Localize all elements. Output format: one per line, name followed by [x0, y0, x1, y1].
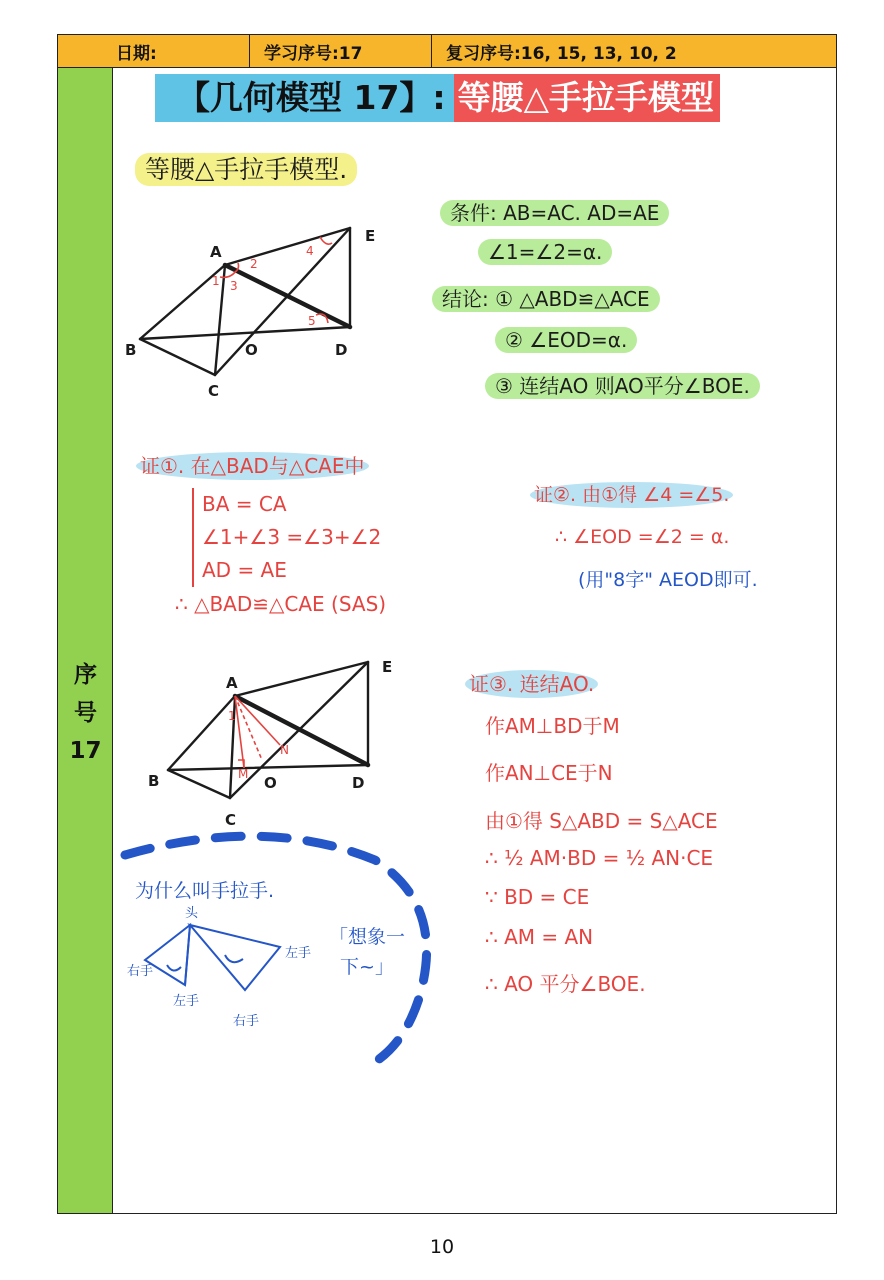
conclusion-line2	[495, 328, 637, 352]
figure1-point-label: B	[125, 341, 137, 359]
notes-heading	[135, 150, 357, 186]
figure1-angle-label: 4	[306, 244, 314, 258]
figure2-point-label: N	[280, 743, 289, 757]
study-number: 学习序号:17	[250, 35, 432, 67]
right-hand-label-1: 右手	[127, 964, 154, 979]
figure1-angle-label: 2	[250, 257, 258, 271]
figure1-diagram	[120, 215, 400, 405]
why-imagine: 「想象一下~」	[328, 926, 405, 978]
condition-line2-text: ∠1=∠2=α.	[478, 239, 612, 265]
figure1-angle-label: 3	[230, 279, 238, 293]
left-hand-label-2: 左手	[285, 946, 312, 961]
figure1-angle-label: 1	[212, 274, 220, 288]
proof1-line5: ∴ △BAD≌△CAE (SAS)	[175, 592, 387, 616]
figure2-point-label: B	[148, 772, 160, 790]
proof2-line3: (用"8字" AEOD即可.	[578, 569, 758, 591]
conclusion-line2-text: ② ∠EOD=α.	[495, 327, 637, 353]
condition-line2	[478, 240, 612, 264]
proof3-line1	[465, 668, 598, 697]
proof1-line3: ∠1+∠3 =∠3+∠2	[202, 525, 382, 549]
proof2-line1	[530, 480, 733, 507]
review-numbers: 复习序号:16, 15, 13, 10, 2	[446, 43, 677, 64]
sidebar-label-line: 序	[74, 662, 97, 688]
proof3-line6: ∵ BD = CE	[485, 885, 590, 909]
proof3-line3: 作AN⊥CE于N	[485, 761, 613, 785]
figure1-point-label: O	[245, 341, 258, 359]
title-part2: 等腰△手拉手模型	[454, 74, 720, 122]
proof3-line7: ∴ AM = AN	[485, 925, 594, 949]
sidebar-label-line: 17	[69, 738, 102, 764]
proof1-brace	[192, 488, 381, 587]
conclusion-line3	[485, 370, 760, 399]
sidebar-strip	[58, 68, 113, 1213]
title-part1: 【几何模型 17】:	[155, 74, 454, 122]
figure1-point-label: A	[210, 243, 222, 261]
head-label: 头	[185, 906, 199, 921]
proof3-line4: 由①得 S△ABD = S△ACE	[485, 809, 718, 833]
condition-line1-text: 条件: AB=AC. AD=AE	[440, 200, 669, 226]
figure2-point-label: O	[264, 774, 277, 792]
figure2-point-label: M	[238, 767, 249, 781]
condition-line1	[440, 197, 669, 226]
conclusion-line1-text: 结论: ① △ABD≌△ACE	[432, 286, 660, 312]
figure1-angle-label: 5	[308, 314, 316, 328]
proof1-line1-text: 证①. 在△BAD与△CAE中	[136, 452, 369, 480]
why-question: 为什么叫手拉手.	[135, 880, 275, 902]
hand-in-hand-sketch	[125, 905, 325, 1055]
figure1-point-label: D	[335, 341, 348, 359]
proof3-line2: 作AM⊥BD于M	[485, 714, 620, 738]
conclusion-line1	[432, 283, 660, 312]
proof1-line1	[136, 450, 369, 479]
figure2-point-label: C	[225, 811, 237, 829]
figure1-point-label: C	[208, 382, 220, 400]
proof1-line2: BA = CA	[202, 492, 287, 516]
notes-heading-text: 等腰△手拉手模型.	[135, 153, 357, 186]
left-hand-label-1: 左手	[173, 994, 200, 1009]
sidebar-label	[58, 656, 113, 770]
sidebar-label-line: 号	[74, 700, 97, 726]
conclusion-line3-text: ③ 连结AO 则AO平分∠BOE.	[485, 373, 760, 399]
header-bar	[57, 34, 837, 68]
figure2-angle-label: 1	[228, 709, 236, 723]
proof2-line2: ∴ ∠EOD =∠2 = α.	[555, 526, 730, 548]
figure2-point-label: D	[352, 774, 365, 792]
proof3-line5: ∴ ½ AM·BD = ½ AN·CE	[485, 846, 714, 870]
proof2-line1-text: 证②. 由①得 ∠4 =∠5.	[530, 482, 733, 508]
figure2-diagram	[130, 650, 400, 830]
date-label: 日期:	[58, 35, 250, 67]
page-number: 10	[429, 1236, 455, 1258]
proof3-line8: ∴ AO 平分∠BOE.	[485, 972, 646, 996]
page-title	[155, 74, 720, 122]
figure2-point-label: A	[226, 674, 238, 692]
right-hand-label-2: 右手	[233, 1014, 260, 1029]
figure1-point-label: E	[365, 227, 376, 245]
proof1-line4: AD = AE	[202, 558, 287, 582]
proof3-line1-text: 证③. 连结AO.	[465, 670, 598, 698]
figure2-point-label: E	[382, 658, 393, 676]
